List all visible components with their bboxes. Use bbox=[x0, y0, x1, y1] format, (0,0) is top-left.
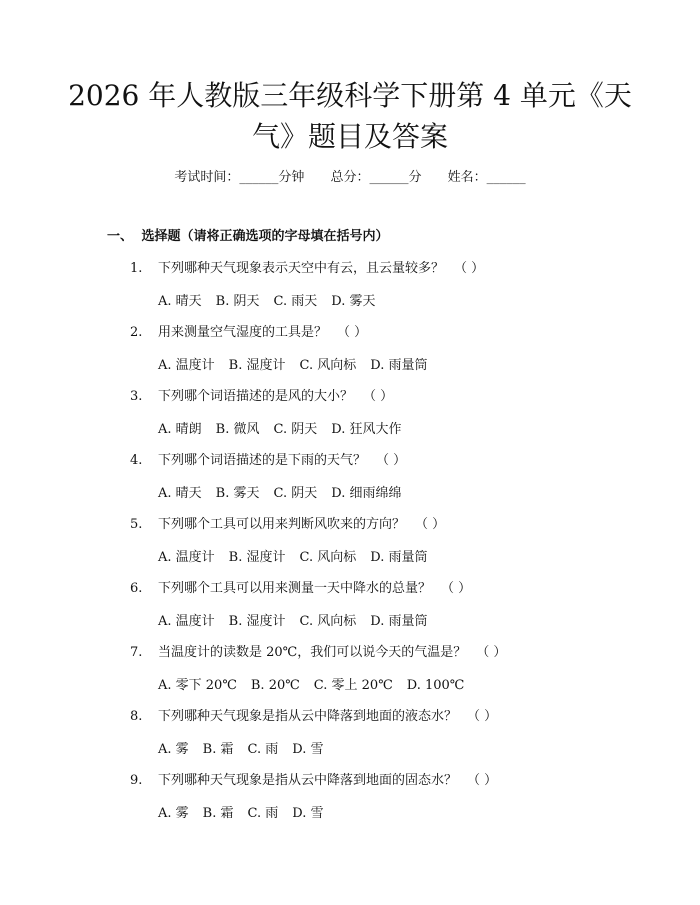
question-number: 4. bbox=[130, 453, 143, 468]
question-2-options bbox=[158, 356, 441, 376]
question-5 bbox=[130, 515, 445, 535]
option-b: B. 微风 bbox=[215, 422, 260, 437]
option-a: A. 晴天 bbox=[158, 486, 202, 501]
question-6-options bbox=[158, 612, 441, 632]
question-number: 2. bbox=[130, 325, 143, 340]
answer-blank: （ ） bbox=[476, 645, 507, 660]
option-b: B. 湿度计 bbox=[228, 358, 286, 373]
question-number: 6. bbox=[130, 581, 143, 596]
option-a: A. 雾 bbox=[158, 742, 189, 757]
total-score: 总分：______分 bbox=[330, 170, 422, 185]
option-d: D. 狂风大作 bbox=[331, 422, 402, 437]
question-3-options bbox=[158, 420, 415, 440]
option-a: A. 雾 bbox=[158, 806, 189, 821]
answer-blank: （ ） bbox=[467, 773, 498, 788]
document-title-line2: 气》题目及答案 bbox=[251, 120, 448, 153]
question-number: 8. bbox=[130, 709, 143, 724]
answer-blank: （ ） bbox=[454, 261, 485, 276]
question-text: 下列哪种天气现象表示天空中有云，且云量较多？ bbox=[158, 261, 445, 276]
exam-time: 考试时间：______分钟 bbox=[174, 170, 305, 185]
question-text: 当温度计的读数是 20℃，我们可以说今天的气温是？ bbox=[158, 645, 467, 660]
section-number: 一、 bbox=[107, 229, 134, 244]
option-d: D. 100℃ bbox=[406, 678, 465, 693]
question-7 bbox=[130, 643, 506, 663]
question-9 bbox=[130, 771, 497, 791]
question-9-options bbox=[158, 804, 337, 824]
question-1 bbox=[130, 259, 484, 279]
question-number: 3. bbox=[130, 389, 143, 404]
question-text: 下列哪个工具可以用来测量一天中降水的总量？ bbox=[158, 581, 432, 596]
question-text: 下列哪种天气现象是指从云中降落到地面的固态水？ bbox=[158, 773, 458, 788]
option-c: C. 雨天 bbox=[273, 294, 318, 309]
question-text: 下列哪个工具可以用来判断风吹来的方向？ bbox=[158, 517, 406, 532]
question-text: 下列哪个词语描述的是风的大小？ bbox=[158, 389, 354, 404]
question-3 bbox=[130, 387, 393, 407]
question-number: 5. bbox=[130, 517, 143, 532]
answer-blank: （ ） bbox=[467, 709, 498, 724]
answer-blank: （ ） bbox=[441, 581, 472, 596]
question-7-options bbox=[158, 676, 478, 696]
option-d: D. 细雨绵绵 bbox=[331, 486, 402, 501]
option-a: A. 温度计 bbox=[158, 614, 215, 629]
option-a: A. 温度计 bbox=[158, 358, 215, 373]
option-a: A. 温度计 bbox=[158, 550, 215, 565]
option-c: C. 零上 20℃ bbox=[313, 678, 393, 693]
option-d: D. 雪 bbox=[292, 806, 324, 821]
option-b: B. 湿度计 bbox=[228, 550, 286, 565]
option-d: D. 雨量筒 bbox=[370, 550, 428, 565]
option-c: C. 雨 bbox=[247, 806, 279, 821]
question-4 bbox=[130, 451, 406, 471]
option-d: D. 雪 bbox=[292, 742, 324, 757]
option-b: B. 霜 bbox=[202, 806, 234, 821]
question-2 bbox=[130, 323, 367, 343]
section-title: 选择题（请将正确选项的字母填在括号内） bbox=[141, 229, 389, 244]
option-b: B. 湿度计 bbox=[228, 614, 286, 629]
option-a: A. 晴朗 bbox=[158, 422, 202, 437]
option-b: B. 雾天 bbox=[215, 486, 260, 501]
document-title-line1: 2026 年人教版三年级科学下册第 4 单元《天 bbox=[68, 79, 632, 112]
option-b: B. 霜 bbox=[202, 742, 234, 757]
answer-blank: （ ） bbox=[376, 453, 407, 468]
question-text: 下列哪种天气现象是指从云中降落到地面的液态水？ bbox=[158, 709, 458, 724]
answer-blank: （ ） bbox=[337, 325, 368, 340]
question-text: 下列哪个词语描述的是下雨的天气？ bbox=[158, 453, 367, 468]
option-a: A. 晴天 bbox=[158, 294, 202, 309]
option-c: C. 阴天 bbox=[273, 486, 318, 501]
option-c: C. 风向标 bbox=[299, 358, 357, 373]
question-8 bbox=[130, 707, 497, 727]
question-5-options bbox=[158, 548, 441, 568]
option-d: D. 雨量筒 bbox=[370, 614, 428, 629]
question-number: 1. bbox=[130, 261, 143, 276]
option-a: A. 零下 20℃ bbox=[158, 678, 237, 693]
question-6 bbox=[130, 579, 471, 599]
option-d: D. 雾天 bbox=[331, 294, 376, 309]
question-1-options bbox=[158, 292, 389, 312]
question-text: 用来测量空气湿度的工具是？ bbox=[158, 325, 328, 340]
option-c: C. 风向标 bbox=[299, 550, 357, 565]
option-d: D. 雨量筒 bbox=[370, 358, 428, 373]
question-number: 7. bbox=[130, 645, 143, 660]
option-c: C. 雨 bbox=[247, 742, 279, 757]
option-c: C. 阴天 bbox=[273, 422, 318, 437]
question-number: 9. bbox=[130, 773, 143, 788]
student-name: 姓名：______ bbox=[447, 170, 526, 185]
option-c: C. 风向标 bbox=[299, 614, 357, 629]
answer-blank: （ ） bbox=[415, 517, 446, 532]
option-b: B. 阴天 bbox=[215, 294, 260, 309]
answer-blank: （ ） bbox=[363, 389, 394, 404]
question-8-options bbox=[158, 740, 337, 760]
option-b: B. 20℃ bbox=[250, 678, 300, 693]
question-4-options bbox=[158, 484, 415, 504]
